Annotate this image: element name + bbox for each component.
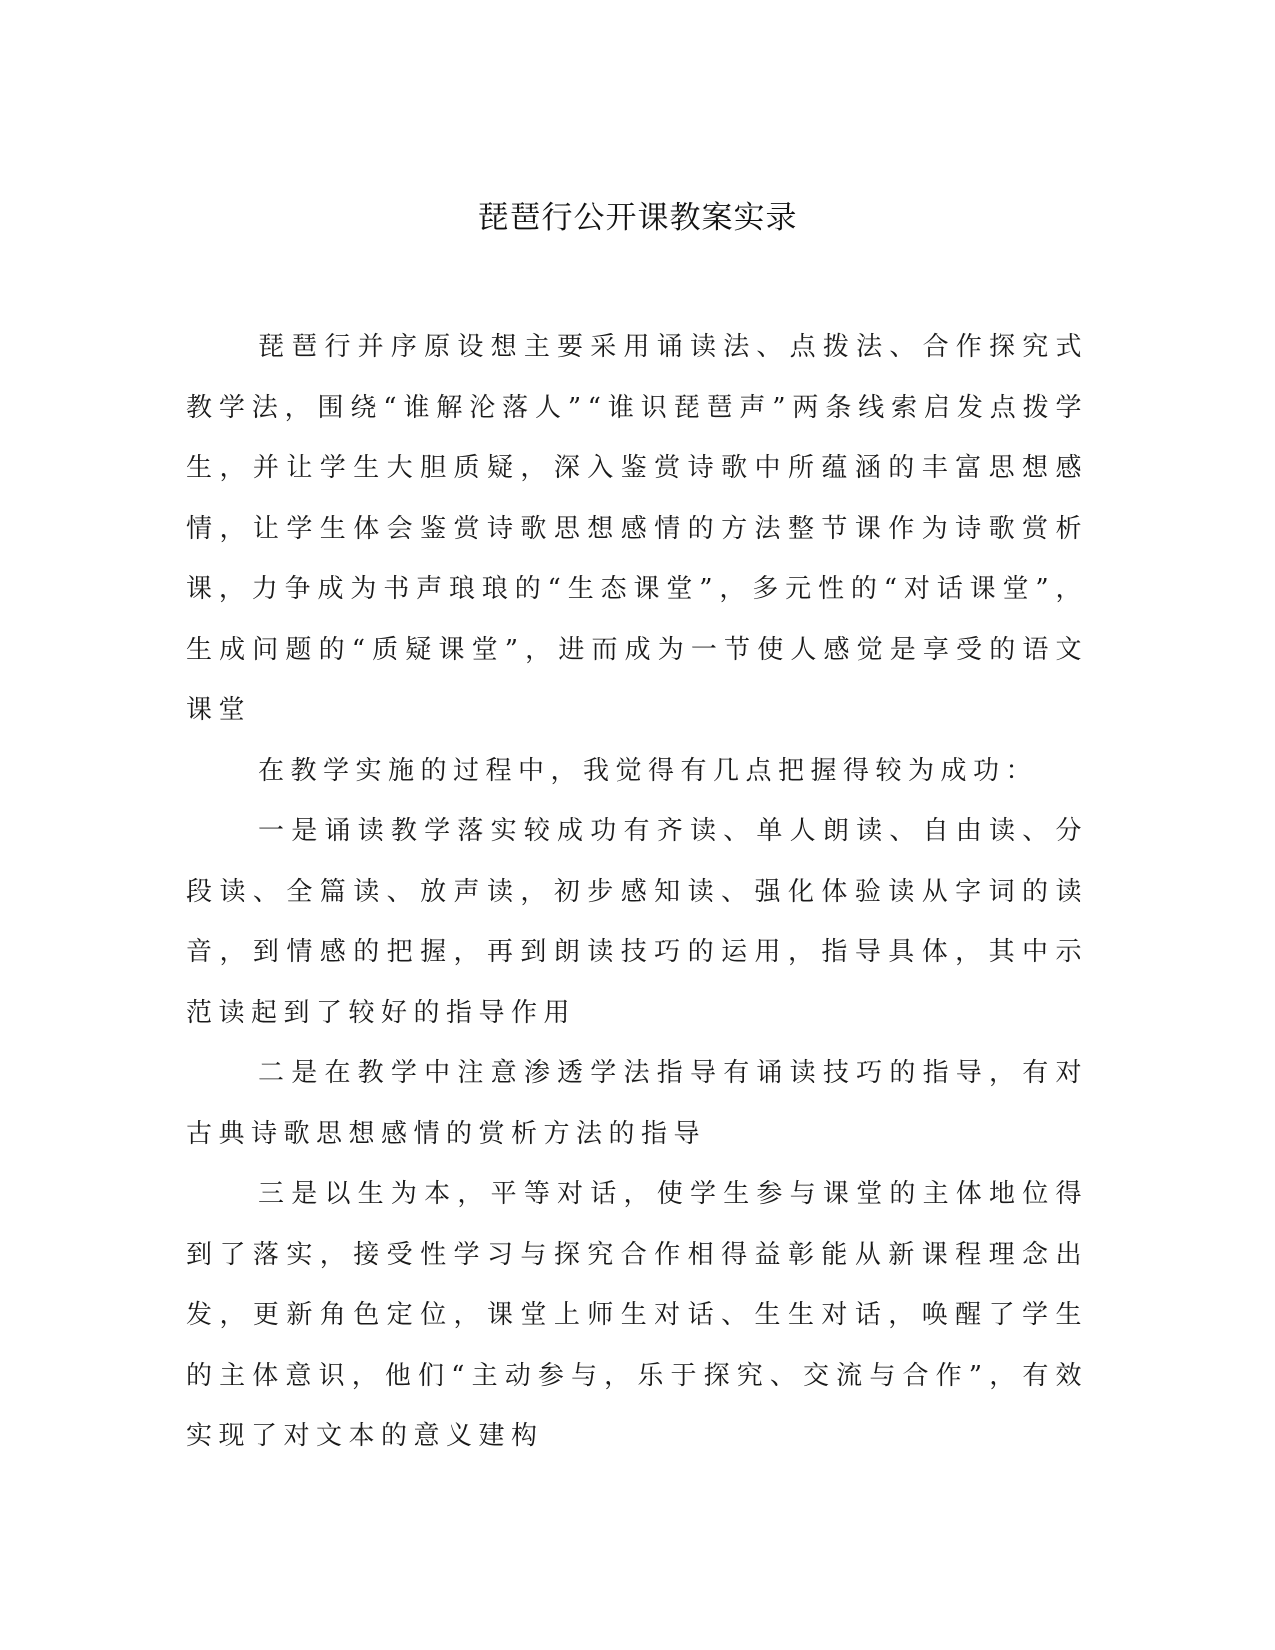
paragraph-point-three: 三是以生为本，平等对话，使学生参与课堂的主体地位得到了落实，接受性学习与探究合作相得益彰能从新课程理念出发，更新角色定位，课堂上师生对话、生生对话，唤醒了学生的主体意识，他们“主动参与，乐于探究、交流与合作”，有效实现了对文本的意义建构 [186, 1179, 1088, 1451]
paragraph-summary: 在教学实施的过程中，我觉得有几点把握得较为成功： [258, 755, 1039, 786]
paragraph-point-one: 一是诵读教学落实较成功有齐读、单人朗读、自由读、分段读、全篇读、放声读，初步感知读、强化体验读从字词的读音，到情感的把握，再到朗读技巧的运用，指导具体，其中示范读起到了较好的指导作用 [186, 816, 1088, 1028]
paragraph-point-two: 二是在教学中注意渗透学法指导有诵读技巧的指导，有对古典诗歌思想感情的赏析方法的指导 [186, 1058, 1088, 1149]
document-body [186, 317, 1088, 1467]
document-title: 琵琶行公开课教案实录 [477, 200, 798, 236]
paragraph-intro: 琵琶行并序原设想主要采用诵读法、点拨法、合作探究式教学法，围绕“谁解沦落人”“谁识琵琶声”两条线索启发点拨学生，并让学生大胆质疑，深入鉴赏诗歌中所蕴涵的丰富思想感情，让学生体会鉴赏诗歌思想感情的方法整节课作为诗歌赏析课，力争成为书声琅琅的“生态课堂”，多元性的“对话课堂”，生成问题的“质疑课堂”，进而成为一节使人感觉是享受的语文课堂 [186, 332, 1088, 725]
